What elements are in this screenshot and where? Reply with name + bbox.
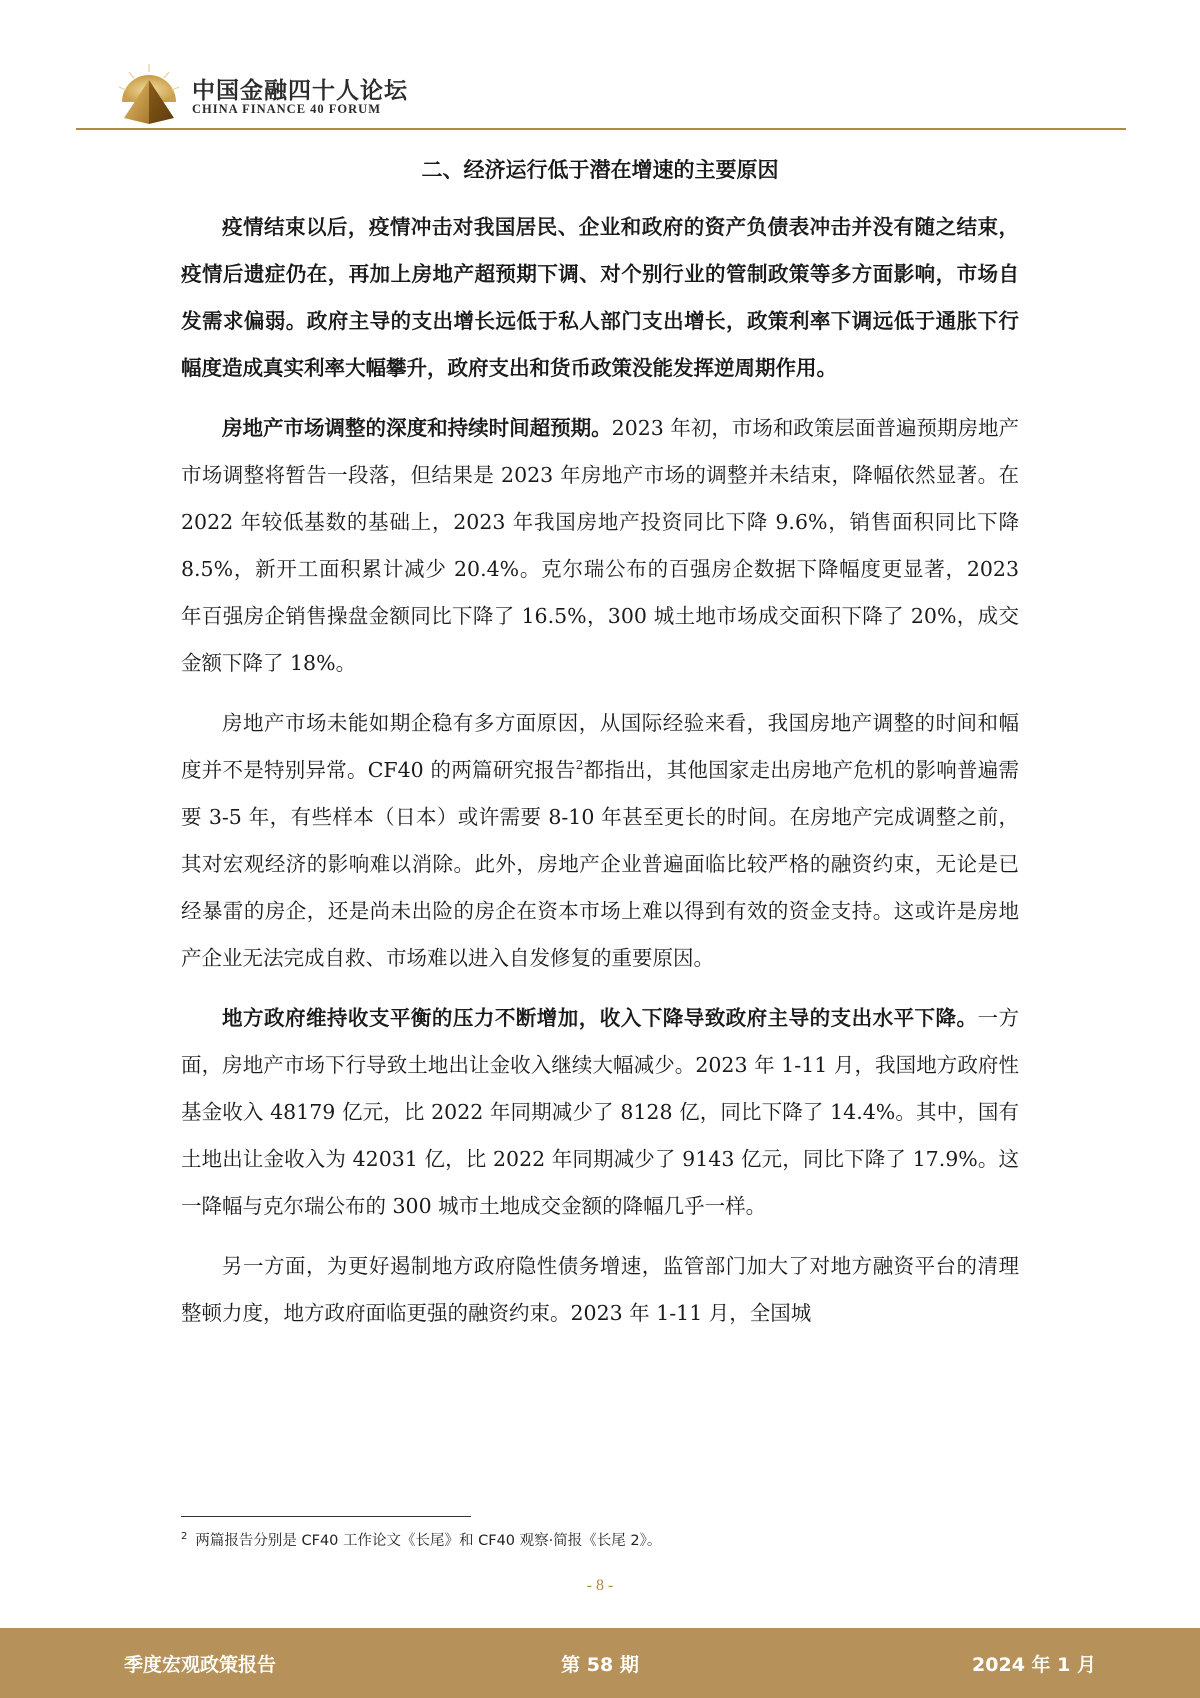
paragraph-real-estate [181,405,1019,687]
page-number: - 8 - [586,1577,614,1594]
page-body [181,150,1019,1350]
page-header [0,0,1200,130]
paragraph-lead: 地方政府维持收支平衡的压力不断增加，收入下降导致政府主导的支出水平下降。 [222,1006,978,1030]
brand-name-en: CHINA FINANCE 40 FORUM [192,102,382,116]
header-divider [76,128,1126,130]
paragraph-lead: 房地产市场调整的深度和持续时间超预期。 [222,416,612,440]
page-footer [0,1628,1200,1698]
paragraph-financing-constraint: 另一方面，为更好遏制地方政府隐性债务增速，监管部门加大了对地方融资平台的清理整顿力度，地方政府面临更强的融资约束。2023 年 1-11 月，全国城 [181,1254,1019,1325]
paragraph-text: 一方面，房地产市场下行导致土地出让金收入继续大幅减少。2023 年 1-11 月，我国地方政府性基金收入 48179 亿元，比 2022 年同期减少了 8128 亿，同比下降了 14.4%。其中，国有土地出让金收入为 42031 亿，比 2022 年同期减少了 9143 亿元，同比下降了 17.9%。这一降幅与克尔瑞公布的 300 城市土地成交金额的降幅几乎一样。 [181,1006,1020,1218]
paragraph-summary: 疫情结束以后，疫情冲击对我国居民、企业和政府的资产负债表冲击并没有随之结束，疫情后遗症仍在，再加上房地产超预期下调、对个别行业的管制政策等多方面影响，市场自发需求偏弱。政府主导的支出增长远低于私人部门支出增长，政策利率下调远低于通胀下行幅度造成真实利率大幅攀升，政府支出和货币政策没能发挥逆周期作用。 [181,215,1019,380]
paragraph-text: 都指出，其他国家走出房地产危机的影响普遍需要 3-5 年，有些样本（日本）或许需要 8-10 年甚至更长的时间。在房地产完成调整之前，其对宏观经济的影响难以消除。此外，房地产企业普遍面临比较严格的融资约束，无论是已经暴雷的房企，还是尚未出险的房企在资本市场上难以得到有效的资金支持。这或许是房地产企业无法完成自救、市场难以进入自发修复的重要原因。 [181,758,1020,970]
brand-name-cn: 中国金融四十人论坛 [192,78,408,104]
footnote-reference[interactable]: 2 [575,758,584,773]
footnote-divider [181,1516,471,1517]
footnote [181,1526,1021,1552]
paragraph-text: 2023 年初，市场和政策层面普遍预期房地产市场调整将暂告一段落，但结果是 2023 年房地产市场的调整并未结束，降幅依然显著。在 2022 年较低基数的基础上，2023 年我国房地产投资同比下降 9.6%，销售面积同比下降 8.5%，新开工面积累计减少 20.4%。克尔瑞公布的百强房企数据下降幅度更显著，2023 年百强房企销售操盘金额同比下降了 16.5%，300 城土地市场成交面积下降了 20%，成交金额下降了 18%。 [181,416,1020,675]
footer-date: 2024 年 1 月 [972,1654,1096,1676]
paragraph-real-estate-reasons [181,700,1019,982]
footer-report-title: 季度宏观政策报告 [124,1654,277,1676]
footer-issue-number: 第 58 期 [561,1654,639,1676]
paragraph-local-government [181,995,1019,1230]
paragraph-text: 房地产市场未能如期企稳有多方面原因，从国际经验来看，我国房地产调整的时间和幅度并不是特别异常。CF40 的两篇研究报告 [181,711,1019,782]
pyramid-sun-logo-icon [116,62,182,128]
footnote-mark: 2 [181,1531,188,1542]
section-title: 二、经济运行低于潜在增速的主要原因 [421,158,779,182]
footnote-text: 两篇报告分别是 CF40 工作论文《长尾》和 CF40 观察·简报《长尾 2》。 [195,1532,662,1549]
